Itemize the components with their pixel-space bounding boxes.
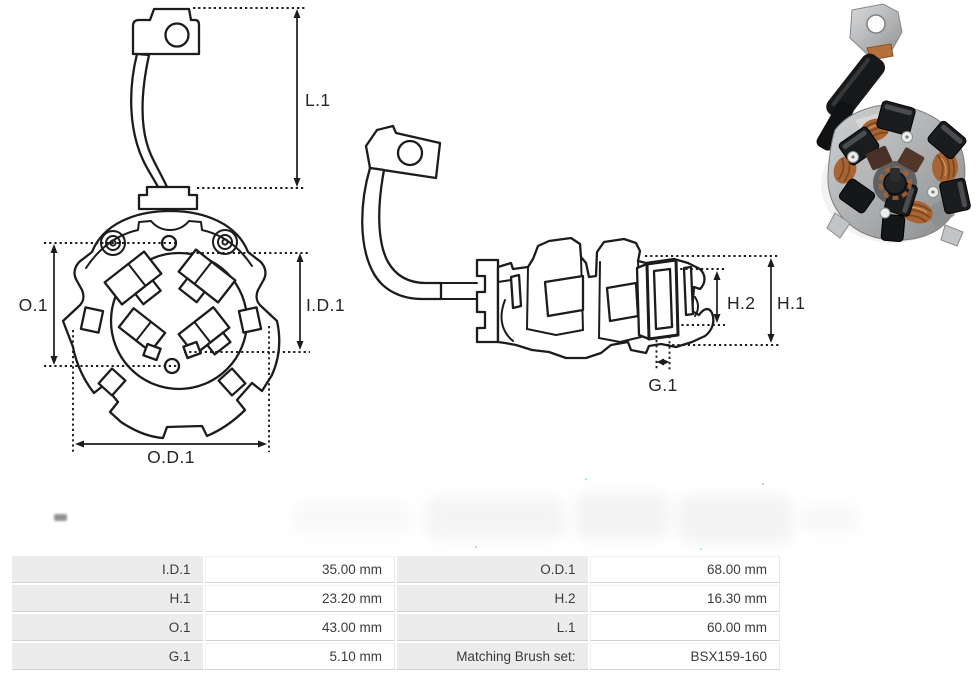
table-row bbox=[12, 585, 780, 612]
dim-label-h2: H.2 bbox=[727, 293, 756, 313]
photo-terminal-tab bbox=[850, 4, 902, 60]
front-pedestal bbox=[139, 187, 197, 209]
table-row bbox=[12, 614, 780, 641]
front-view-drawing bbox=[19, 8, 345, 467]
side-lead-wire bbox=[362, 168, 441, 299]
spec-value-matching-brush-set: BSX159-160 bbox=[590, 643, 781, 670]
spec-value: 60.00 mm bbox=[590, 614, 781, 641]
front-center-hole-bottom bbox=[165, 359, 179, 373]
front-dim-l1 bbox=[193, 8, 331, 188]
spec-label: O.1 bbox=[12, 614, 203, 641]
spec-label: G.1 bbox=[12, 643, 203, 670]
specs-table bbox=[10, 554, 782, 672]
spec-label: H.1 bbox=[12, 585, 203, 612]
table-row bbox=[12, 643, 780, 670]
dim-label-o1: O.1 bbox=[18, 295, 48, 315]
product-photo bbox=[795, 0, 976, 255]
side-terminal-hole bbox=[398, 141, 422, 165]
spec-value: 68.00 mm bbox=[590, 556, 781, 583]
spec-value: 23.20 mm bbox=[205, 585, 396, 612]
spec-value: 43.00 mm bbox=[205, 614, 396, 641]
front-terminal-hole bbox=[166, 24, 189, 47]
front-lead-wire bbox=[131, 54, 167, 187]
dim-label-l1: L.1 bbox=[305, 90, 331, 110]
table-row bbox=[12, 556, 780, 583]
spec-label: I.D.1 bbox=[12, 556, 203, 583]
side-view-drawing bbox=[362, 126, 805, 395]
spec-value: 5.10 mm bbox=[205, 643, 396, 670]
spec-label: L.1 bbox=[397, 614, 588, 641]
dim-label-od1: O.D.1 bbox=[147, 447, 195, 467]
dim-label-h1: H.1 bbox=[777, 293, 806, 313]
spec-label-matching-brush-set: Matching Brush set: bbox=[397, 643, 588, 670]
spec-label: H.2 bbox=[397, 585, 588, 612]
dim-label-id1: I.D.1 bbox=[306, 295, 345, 315]
dim-label-g1: G.1 bbox=[648, 375, 678, 395]
spec-label: O.D.1 bbox=[397, 556, 588, 583]
side-bracket bbox=[477, 260, 498, 342]
spec-value: 16.30 mm bbox=[590, 585, 781, 612]
spec-value: 35.00 mm bbox=[205, 556, 396, 583]
